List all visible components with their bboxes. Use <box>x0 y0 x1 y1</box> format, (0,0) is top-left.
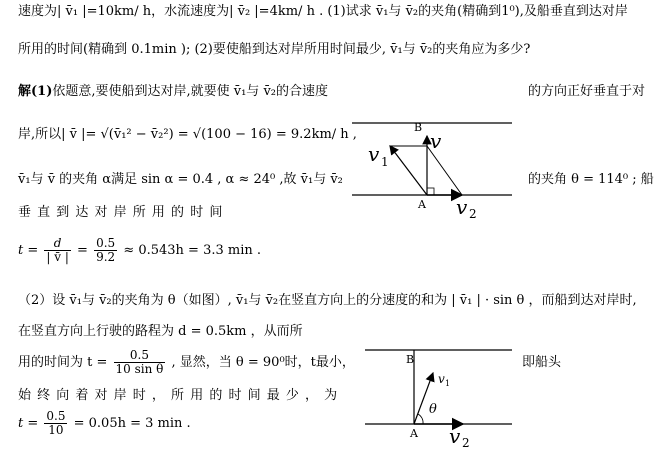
solution-part1-line-4: 垂 直 到 达 对 岸 所 用 的 时 间 <box>18 205 224 220</box>
solution-heading: 解(1) <box>18 84 53 99</box>
diagram1-label-v: v <box>430 129 442 153</box>
solution-part1-line-2: 岸,所以| v̄ |= √(v̄₁² − v̄₂²) = √(100 − 16) = 9.2km/ h , <box>18 127 357 142</box>
diagram1-label-B: B <box>414 121 423 134</box>
solution-part2-line-3: 用的时间为 t = $\frac{0.5}{\text{10 sin θ}}$ , 显然，当 θ = 90⁰时，t最小， <box>18 348 355 376</box>
diagram1-label-A: A <box>418 198 426 211</box>
theta-arc <box>418 414 423 424</box>
fraction-05-over-10: $\frac{0.5}{10}$ <box>46 409 66 437</box>
solution-part1-time-formula: t = $\frac{d}{| v̄ |}$ = $\frac{0.5}{9.2}$ ≈ 0.543h = 3.3 min . <box>18 236 262 264</box>
diagram1-label-v1-sub: 1 <box>381 155 389 169</box>
solution-part2-line-1: （2）设 v̄₁与 v̄₂的夹角为 θ（如图）, v̄₁与 v̄₂在竖直方向上的分速度的和为 | v̄₁ | · sin θ ，而船到达对岸时, <box>18 293 637 308</box>
problem-line-1: 速度为| v̄₁ |=10km/ h，水流速度为| v̄₂ |=4km/ h . (1)试求 v̄₁与 v̄₂的夹角(精确到1⁰),及船垂直到达对岸 <box>18 4 628 19</box>
solution-part2-line-4: 始 终 向 着 对 岸 时 ， 所 用 的 时 间 最 少 ， 为 <box>18 388 339 403</box>
solution-part1-line-1-right: 的方向正好垂直于对 <box>528 84 646 99</box>
solution-part1-line-1: 解(1)依题意,要使船到达对岸,就要使 v̄₁与 v̄₂的合速度 <box>18 84 329 99</box>
diagram2-label-theta: θ <box>429 402 437 417</box>
fraction-05-over-10sin: $\frac{0.5}{\text{10 sin θ}}$ <box>115 348 164 376</box>
solution-part2-time-formula: t = $\frac{0.5}{10}$ = 0.05h = 3 min . <box>18 409 191 437</box>
solution-part2-line-3-right: 即船头 <box>522 355 562 370</box>
fraction-d-over-v: $\frac{d}{| v̄ |}$ <box>46 236 69 264</box>
solution-part1-line-3-right: 的夹角 θ = 114⁰ ; 船 <box>528 172 654 187</box>
diagram2-label-v1-sub: 1 <box>445 379 451 388</box>
diagram2-label-v2-sub: 2 <box>462 436 470 449</box>
fraction-05-over-92: $\frac{0.5}{9.2}$ <box>96 236 116 264</box>
diagram2-label-B: B <box>406 353 415 366</box>
diagram2-label-v1: v <box>438 372 445 386</box>
solution-part2-line-2: 在竖直方向上行驶的路程为 d = 0.5km ，从而所 <box>18 324 303 339</box>
diagram1-label-v2-sub: 2 <box>469 207 477 221</box>
solution-part1-line-3: v̄₁与 v̄ 的夹角 α满足 sin α = 0.4 , α ≈ 24⁰ ,故 v̄₁与 v̄₂ <box>18 172 343 187</box>
diagram2-label-v2: v <box>449 424 461 448</box>
problem-line-2: 所用的时间(精确到 0.1min ); (2)要使船到达对岸所用时间最少, v̄₁与 v̄₂的夹角应为多少? <box>18 42 531 57</box>
diagram1-label-v1: v <box>368 142 380 166</box>
diagram1-label-v2: v <box>456 195 468 219</box>
diagram2-label-A: A <box>410 427 418 440</box>
